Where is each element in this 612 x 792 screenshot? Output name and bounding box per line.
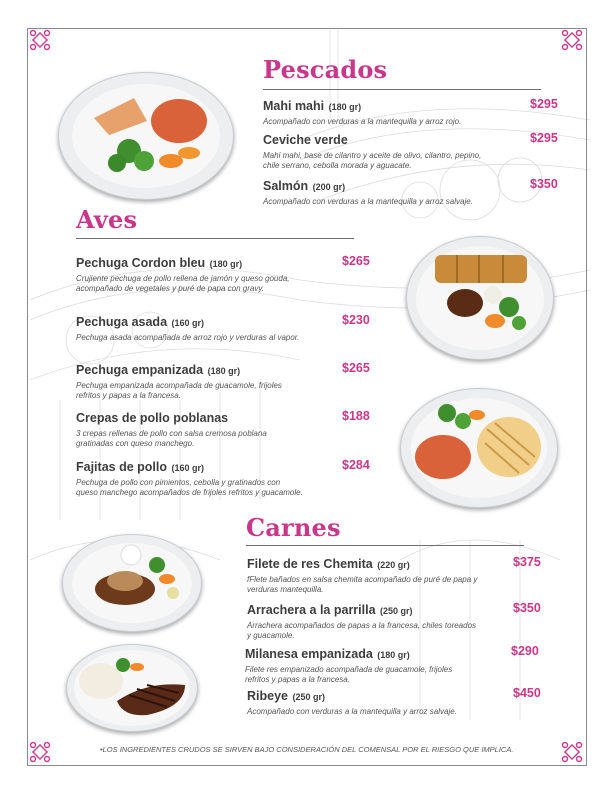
- item-name: Ceviche verde: [263, 133, 348, 147]
- item-price: $265: [342, 361, 370, 375]
- item-name: Pechuga empanizada: [76, 363, 204, 377]
- dish-photo-filete-chemita: [62, 534, 202, 632]
- section-title-aves: Aves: [76, 205, 138, 234]
- item-name: Mahi mahi: [263, 99, 325, 113]
- corner-ornament-icon: [561, 741, 583, 763]
- item-price: $284: [342, 458, 370, 472]
- menu-item: [245, 645, 477, 685]
- item-description: Crujiente pechuga de pollo rellena de jamón y queso gouda, acompañado de vegetales y puré de papa con gravy.: [76, 274, 290, 293]
- corner-ornament-icon: [29, 741, 51, 763]
- item-price: $350: [530, 177, 558, 191]
- item-price: $290: [511, 644, 539, 658]
- item-price: $375: [513, 555, 541, 569]
- menu-item: [263, 177, 493, 207]
- item-weight: (160 gr): [171, 463, 204, 473]
- menu-item: [76, 313, 304, 343]
- section-divider: [263, 89, 541, 90]
- dish-photo-ribeye: [66, 644, 198, 732]
- item-description: Pechuga asada acompañada de arroz rojo y verduras al vapor.: [76, 333, 300, 342]
- menu-item: [247, 687, 479, 717]
- item-weight: (180 gr): [377, 650, 410, 660]
- item-description: Acompañado con verduras a la mantequilla y arroz salvaje.: [247, 707, 457, 716]
- menu-item: [76, 409, 304, 449]
- item-name: Filete de res Chemita: [247, 557, 373, 571]
- footer-disclaimer: •LOS INGREDIENTES CRUDOS SE SIRVEN BAJO CONSIDERACIÓN DEL COMENSAL POR EL RIESGO QUE IMPLICA.: [100, 745, 514, 754]
- item-name: Pechuga Cordon bleu: [76, 256, 206, 270]
- item-weight: (250 gr): [380, 606, 413, 616]
- item-name: Pechuga asada: [76, 315, 168, 329]
- item-description: Acompañado con verduras a la mantequilla y arroz salvaje.: [263, 197, 473, 206]
- menu-item: [76, 458, 304, 498]
- item-price: $450: [513, 686, 541, 700]
- item-weight: (250 gr): [292, 692, 325, 702]
- item-name: Ribeye: [247, 689, 288, 703]
- item-weight: (160 gr): [171, 318, 204, 328]
- item-description: Acompañado con verduras a la mantequilla y arroz rojo.: [263, 117, 462, 126]
- item-weight: (200 gr): [312, 182, 346, 192]
- item-price: $350: [513, 601, 541, 615]
- item-weight: (220 gr): [377, 560, 410, 570]
- item-price: $265: [342, 254, 370, 268]
- menu-item: [247, 555, 479, 595]
- item-name: Milanesa empanizada: [245, 647, 373, 661]
- menu-item: [76, 361, 304, 401]
- item-description: 3 crepas rellenas de pollo con salsa cremosa poblana gratinadas con queso manchego.: [76, 429, 267, 448]
- item-weight: (180 gr): [328, 102, 362, 112]
- item-description: Pechuga de pollo con pimientos, cebolla y gratinados con queso manchego acompañados de frijoles refritos y guacamole.: [76, 478, 303, 497]
- item-price: $230: [342, 313, 370, 327]
- menu-item: [76, 254, 304, 294]
- dish-photo-pechuga-asada: [400, 388, 558, 508]
- section-divider: [246, 545, 524, 546]
- section-title-pescados: Pescados: [263, 55, 388, 84]
- section-divider: [76, 238, 354, 239]
- item-description: fFlete bañados en salsa chemita acompañado de puré de papa y verduras mantequilla.: [247, 575, 478, 594]
- corner-ornament-icon: [561, 29, 583, 51]
- item-name: Arrachera a la parrilla: [247, 603, 376, 617]
- corner-ornament-icon: [29, 29, 51, 51]
- menu-item: [263, 131, 493, 171]
- item-weight: (180 gr): [209, 259, 243, 269]
- menu-item: [263, 97, 493, 127]
- item-description: Mahi mahi, base de cilantro y aceite de olivo, cilantro, pepino, chile serrano, cebolla morada y aguacate.: [263, 151, 482, 170]
- item-price: $188: [342, 409, 370, 423]
- item-name: Fajitas de pollo: [76, 460, 167, 474]
- menu-item: [247, 601, 479, 641]
- item-description: Pechuga empanizada acompañada de guacamole, frijoles refritos y papas a la francesa.: [76, 381, 282, 400]
- item-weight: (180 gr): [207, 366, 241, 376]
- dish-photo-cordon-bleu: [406, 236, 554, 360]
- item-name: Salmón: [263, 179, 309, 193]
- dish-photo-mahi-mahi: [58, 72, 234, 200]
- item-description: Arrachera acompañados de papas a la francesa, chiles toreados y guacamole.: [247, 621, 477, 640]
- item-price: $295: [530, 131, 558, 145]
- item-price: $295: [530, 97, 558, 111]
- item-name: Crepas de pollo poblanas: [76, 411, 229, 425]
- item-description: Filete res empanizado acompañada de guacamole, frijoles refritos y papas a la francesa.: [245, 665, 453, 684]
- section-title-carnes: Carnes: [246, 513, 341, 542]
